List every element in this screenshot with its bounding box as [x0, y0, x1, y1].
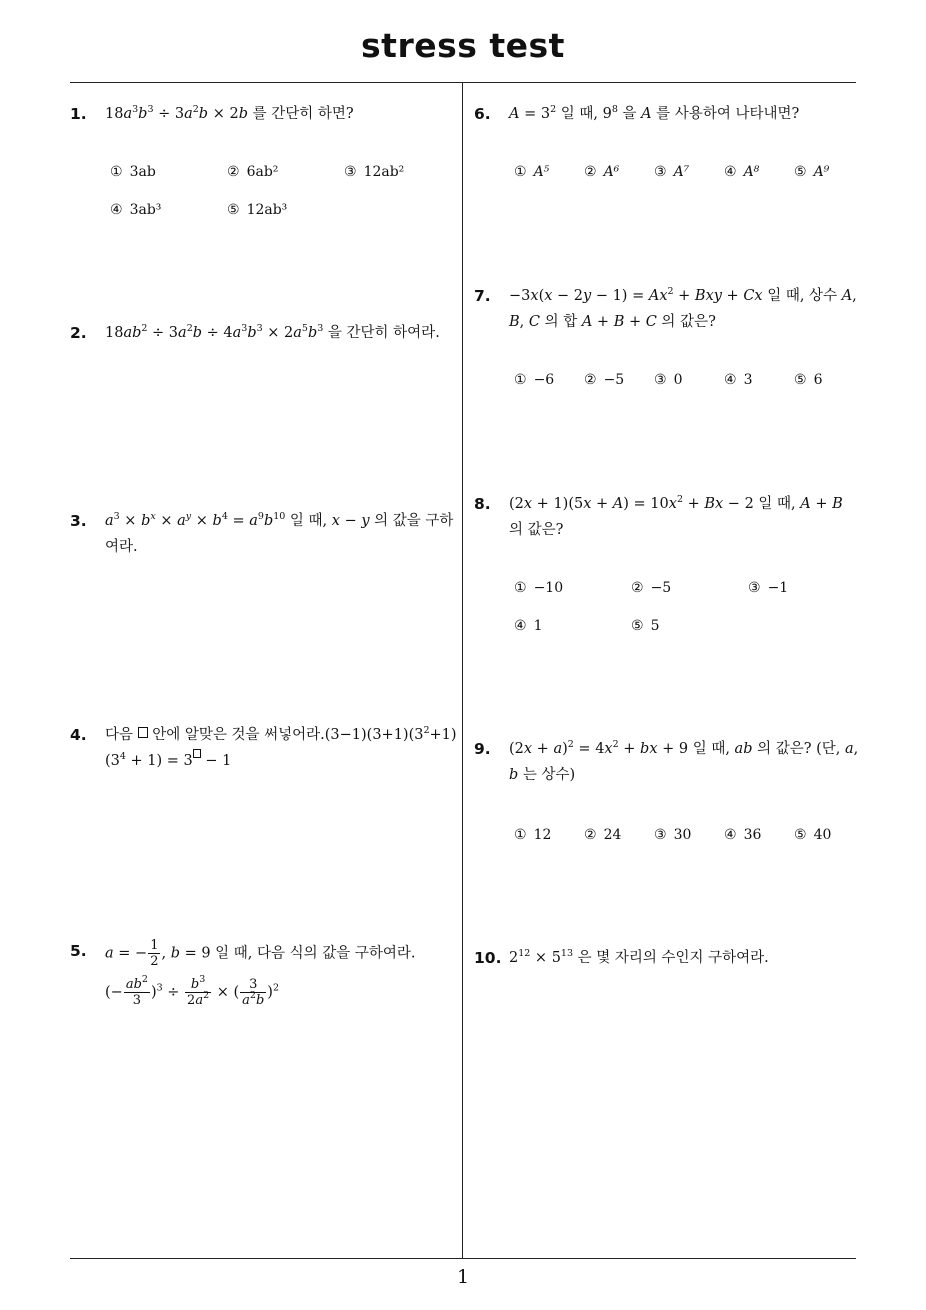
- question-number: 6.: [474, 105, 491, 123]
- option-2[interactable]: ② 6ab²: [227, 164, 279, 180]
- option-4[interactable]: ④ 1: [514, 618, 543, 634]
- question-number: 1.: [70, 105, 87, 123]
- question-5: [70, 938, 460, 1038]
- option-2[interactable]: ② 24: [584, 827, 622, 843]
- question-text: a = − $\frac{1}{2}$ , b = 9 일 때, 다음 식의 값을 구하여라. (− $\frac{ab^2}{3}$ )$^3$ ÷ $\frac{b^3}{2a^2}$ × ( $\frac{3}{a^2b}$ )$^2$: [105, 938, 416, 1008]
- question-number: 10.: [474, 949, 502, 967]
- question-text: $18a^3b^3 \div 3a^2b \times 2b$ 를 간단히 하면?: [105, 104, 354, 122]
- question-9: [474, 736, 858, 846]
- question-text: $A = 3^2$ 일 때, $9^8$ 을 A 를 사용하여 나타내면?: [509, 104, 800, 122]
- option-4[interactable]: ④ A⁸: [724, 164, 760, 180]
- bottom-rule: [70, 1258, 856, 1259]
- question-6: [474, 101, 858, 191]
- option-1[interactable]: ① 12: [514, 827, 552, 843]
- question-number: 8.: [474, 495, 491, 513]
- option-3[interactable]: ③ 12ab²: [344, 164, 405, 180]
- option-5[interactable]: ⑤ 5: [631, 618, 660, 634]
- top-rule: [70, 82, 856, 83]
- option-5[interactable]: ⑤ 6: [794, 372, 823, 388]
- option-4[interactable]: ④ 3: [724, 372, 753, 388]
- question-1: [70, 101, 460, 231]
- question-number: 9.: [474, 740, 491, 758]
- question-10: [474, 945, 858, 985]
- question-text: $-3x(x - 2y - 1) = Ax^2$ + Bxy + Cx 일 때, 상수 A, B, C 의 합 A + B + C 의 값은?: [509, 286, 857, 330]
- question-3: [70, 508, 460, 568]
- page-number: 1: [456, 1266, 470, 1288]
- column-divider: [462, 83, 463, 1258]
- question-7: [474, 283, 858, 393]
- question-text: $(2x + a)^2 = 4x^2$ + bx + 9 일 때, ab 의 값은? (단, a, b 는 상수): [509, 739, 859, 783]
- option-5[interactable]: ⑤ A⁹: [794, 164, 830, 180]
- question-8: [474, 491, 858, 641]
- question-number: 2.: [70, 324, 87, 342]
- question-2: [70, 320, 460, 360]
- option-5[interactable]: ⑤ 12ab³: [227, 202, 288, 218]
- question-text: $2^{12} \times 5^{13}$ 은 몇 자리의 수인지 구하여라.: [509, 948, 769, 966]
- option-3[interactable]: ③ 30: [654, 827, 692, 843]
- question-text: 다음 안에 알맞은 것을 써넣어라$.(3-1)(3+1)(3^2+1)(3^4 + 1) = 3 - 1$: [105, 725, 457, 769]
- question-4: [70, 722, 460, 782]
- question-text: $18ab^2 \div 3a^2b \div 4a^3b^3 \times 2a^5b^3$ 을 간단히 하여라.: [105, 323, 440, 341]
- option-5[interactable]: ⑤ 40: [794, 827, 832, 843]
- question-number: 4.: [70, 726, 87, 744]
- option-3[interactable]: ③ A⁷: [654, 164, 690, 180]
- option-1[interactable]: ① 3ab: [110, 164, 156, 180]
- option-2[interactable]: ② −5: [631, 580, 672, 596]
- option-2[interactable]: ② A⁶: [584, 164, 620, 180]
- option-4[interactable]: ④ 3ab³: [110, 202, 162, 218]
- option-3[interactable]: ③ 0: [654, 372, 683, 388]
- question-number: 5.: [70, 942, 87, 960]
- question-text: $(2x + 1)(5x + A) = 10x^2 + Bx - 2$ 일 때, A + B 의 값은?: [509, 494, 843, 538]
- question-text: $a^3 \times b^x \times a^y \times b^4 = a^9b^{10}$ 일 때, x − y 의 값을 구하여라.: [105, 511, 454, 555]
- option-1[interactable]: ① −6: [514, 372, 555, 388]
- option-4[interactable]: ④ 36: [724, 827, 762, 843]
- option-3[interactable]: ③ −1: [748, 580, 789, 596]
- question-number: 7.: [474, 287, 491, 305]
- option-1[interactable]: ① A⁵: [514, 164, 550, 180]
- question-number: 3.: [70, 512, 87, 530]
- page-title: stress test: [361, 26, 565, 65]
- option-1[interactable]: ① −10: [514, 580, 564, 596]
- option-2[interactable]: ② −5: [584, 372, 625, 388]
